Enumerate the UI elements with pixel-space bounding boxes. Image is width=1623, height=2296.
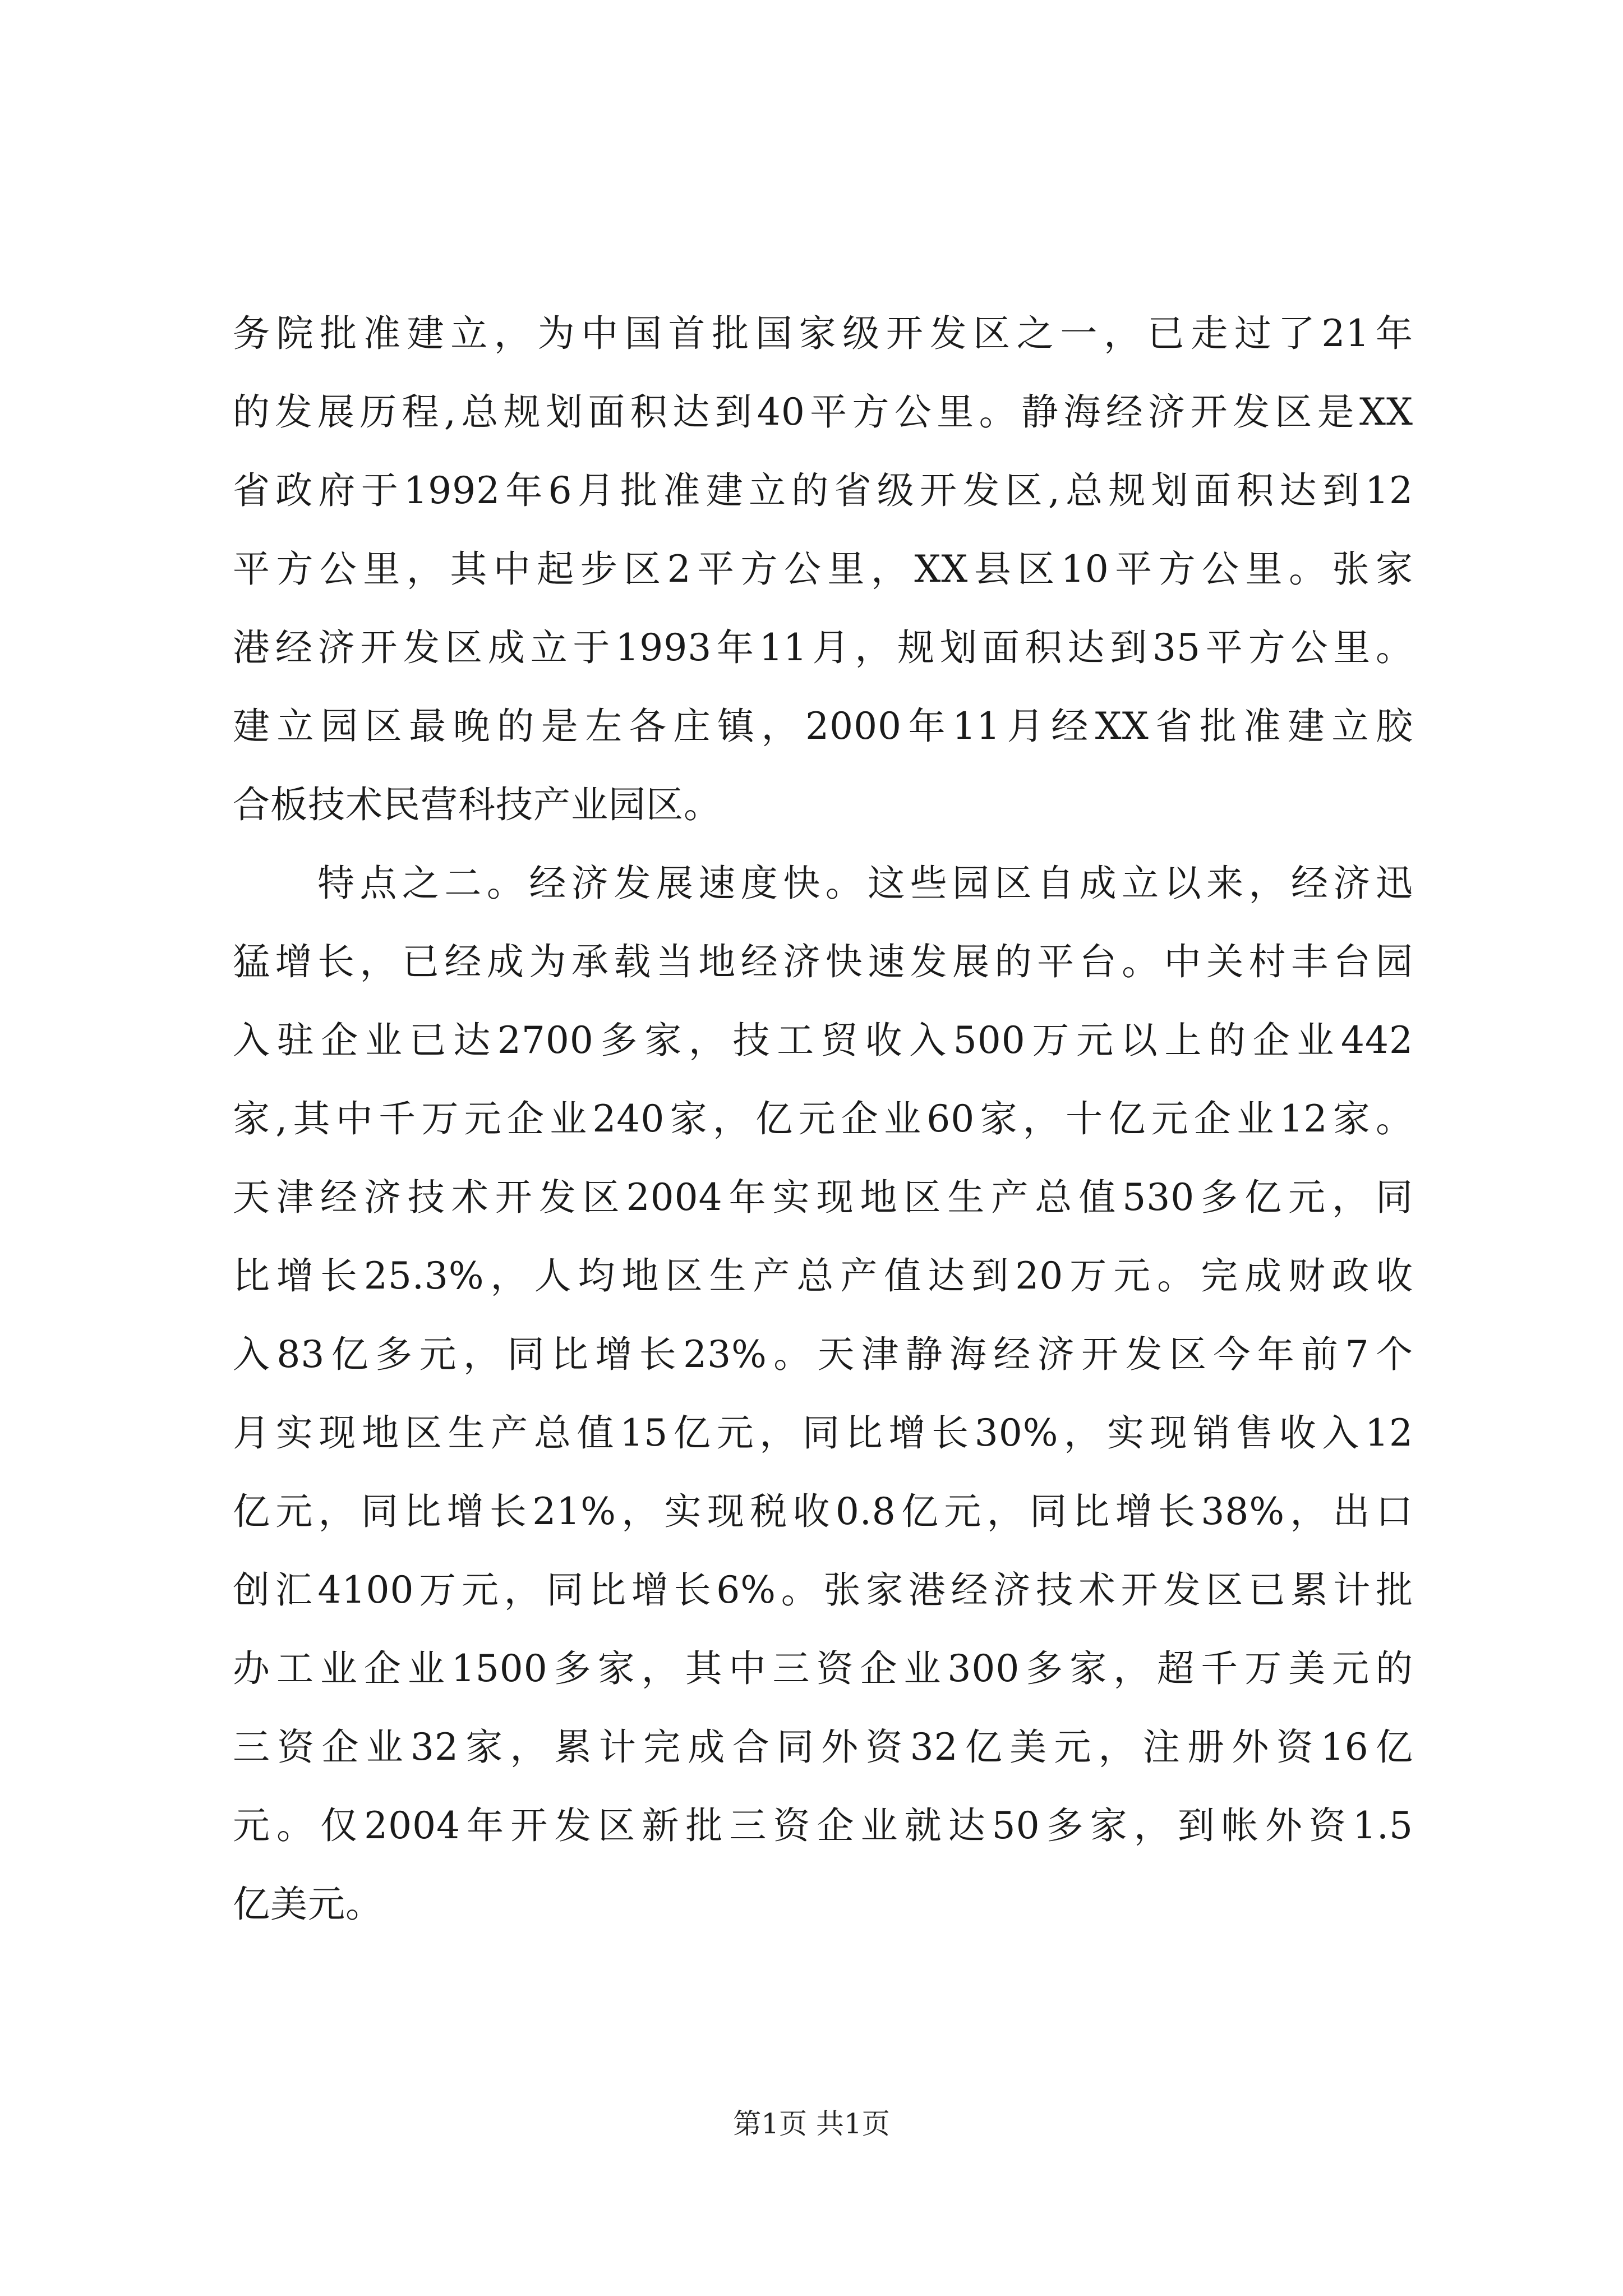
text-line: 天津经济技术开发区2004年实现地区生产总值530多亿元，同 xyxy=(233,1176,1413,1219)
text-line: 的发展历程,总规划面积达到40平方公里。静海经济开发区是XX xyxy=(233,390,1413,434)
text-line: 创汇4100万元，同比增长6%。张家港经济技术开发区已累计批 xyxy=(233,1568,1413,1612)
text-line: 省政府于1992年6月批准建立的省级开发区,总规划面积达到12 xyxy=(233,469,1413,512)
text-line: 平方公里，其中起步区2平方公里，XX县区10平方公里。张家 xyxy=(233,547,1413,591)
text-line: 入83亿多元，同比增长23%。天津静海经济开发区今年前7个 xyxy=(233,1333,1413,1376)
text-line: 港经济开发区成立于1993年11月，规划面积达到35平方公里。 xyxy=(233,626,1413,669)
text-line: 办工业企业1500多家，其中三资企业300多家，超千万美元的 xyxy=(233,1647,1413,1690)
text-line: 特点之二。经济发展速度快。这些园区自成立以来，经济迅 xyxy=(233,862,1413,905)
text-line: 亿美元。 xyxy=(233,1883,383,1926)
text-line: 务院批准建立，为中国首批国家级开发区之一，已走过了21年 xyxy=(233,312,1413,355)
text-line: 亿元，同比增长21%，实现税收0.8亿元，同比增长38%，出口 xyxy=(233,1490,1413,1533)
text-line: 合板技术民营科技产业园区。 xyxy=(233,783,721,826)
page-footer: 第1页 共1页 xyxy=(733,2108,890,2140)
text-line: 入驻企业已达2700多家，技工贸收入500万元以上的企业442 xyxy=(233,1019,1413,1062)
text-line: 三资企业32家，累计完成合同外资32亿美元，注册外资16亿 xyxy=(233,1726,1413,1769)
text-line: 元。仅2004年开发区新批三资企业就达50多家，到帐外资1.5 xyxy=(233,1804,1413,1847)
text-line: 比增长25.3%，人均地区生产总产值达到20万元。完成财政收 xyxy=(233,1254,1413,1297)
body-text xyxy=(233,295,1413,1944)
text-line: 猛增长，已经成为承载当地经济快速发展的平台。中关村丰台园 xyxy=(233,940,1413,983)
text-line: 建立园区最晚的是左各庄镇，2000年11月经XX省批准建立胶 xyxy=(233,705,1413,748)
text-line: 月实现地区生产总值15亿元，同比增长30%，实现销售收入12 xyxy=(233,1411,1413,1455)
text-line: 家,其中千万元企业240家，亿元企业60家，十亿元企业12家。 xyxy=(233,1097,1413,1140)
